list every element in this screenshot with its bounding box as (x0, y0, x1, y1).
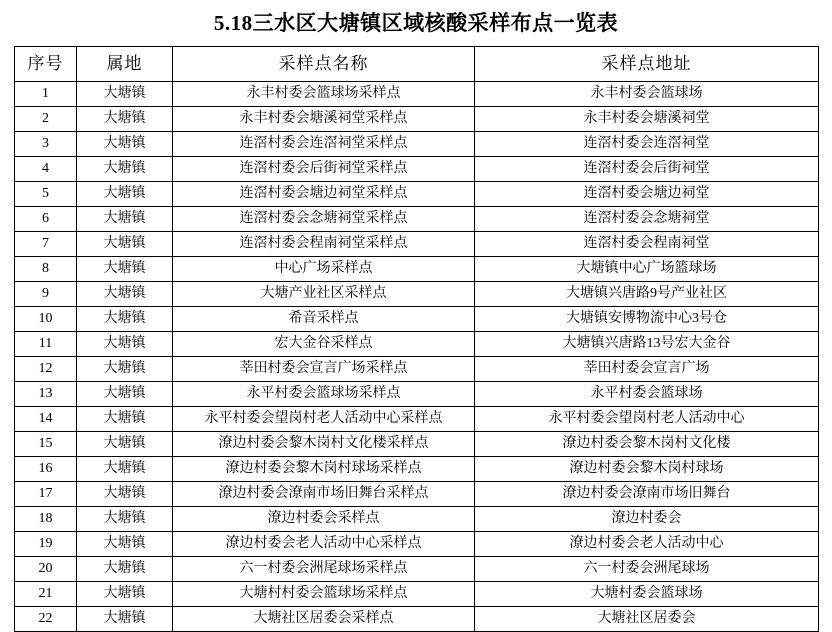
cell-site-address: 连滘村委会程南祠堂 (475, 232, 819, 257)
cell-site-address: 永平村委会望岗村老人活动中心 (475, 407, 819, 432)
cell-site-address: 连滘村委会塘边祠堂 (475, 182, 819, 207)
cell-site-name: 莘田村委会宣言广场采样点 (173, 357, 475, 382)
cell-area: 大塘镇 (77, 607, 173, 632)
cell-site-address: 潦边村委会黎木岗村文化楼 (475, 432, 819, 457)
cell-site-name: 连滘村委会塘边祠堂采样点 (173, 182, 475, 207)
cell-index: 4 (15, 157, 77, 182)
table-row (15, 132, 819, 157)
cell-site-name: 永丰村委会篮球场采样点 (173, 82, 475, 107)
cell-area: 大塘镇 (77, 407, 173, 432)
sampling-points-table (14, 46, 819, 632)
cell-index: 20 (15, 557, 77, 582)
cell-index: 8 (15, 257, 77, 282)
table-row (15, 107, 819, 132)
cell-index: 19 (15, 532, 77, 557)
cell-index: 1 (15, 82, 77, 107)
cell-index: 11 (15, 332, 77, 357)
cell-area: 大塘镇 (77, 132, 173, 157)
cell-site-address: 大塘社区居委会 (475, 607, 819, 632)
cell-site-name: 大塘村村委会篮球场采样点 (173, 582, 475, 607)
cell-index: 18 (15, 507, 77, 532)
table-row (15, 482, 819, 507)
table-row (15, 607, 819, 632)
cell-index: 22 (15, 607, 77, 632)
cell-area: 大塘镇 (77, 82, 173, 107)
cell-area: 大塘镇 (77, 457, 173, 482)
table-row (15, 507, 819, 532)
cell-site-address: 莘田村委会宣言广场 (475, 357, 819, 382)
cell-index: 2 (15, 107, 77, 132)
cell-site-address: 大塘村委会篮球场 (475, 582, 819, 607)
cell-site-address: 永平村委会篮球场 (475, 382, 819, 407)
cell-site-name: 连滘村委会后街祠堂采样点 (173, 157, 475, 182)
cell-site-address: 永丰村委会塘溪祠堂 (475, 107, 819, 132)
cell-area: 大塘镇 (77, 282, 173, 307)
cell-site-name: 永平村委会望岗村老人活动中心采样点 (173, 407, 475, 432)
table-row (15, 157, 819, 182)
column-header-index: 序号 (15, 47, 77, 82)
cell-area: 大塘镇 (77, 432, 173, 457)
cell-site-address: 大塘镇安博物流中心3号仓 (475, 307, 819, 332)
cell-site-address: 潦边村委会 (475, 507, 819, 532)
cell-site-name: 潦边村委会黎木岗村文化楼采样点 (173, 432, 475, 457)
table-body (15, 82, 819, 632)
table-row (15, 407, 819, 432)
cell-site-name: 大塘产业社区采样点 (173, 282, 475, 307)
column-header-site-address: 采样点地址 (475, 47, 819, 82)
cell-index: 3 (15, 132, 77, 157)
cell-index: 17 (15, 482, 77, 507)
cell-index: 16 (15, 457, 77, 482)
table-row (15, 557, 819, 582)
cell-area: 大塘镇 (77, 107, 173, 132)
column-header-area: 属地 (77, 47, 173, 82)
cell-site-name: 潦边村委会采样点 (173, 507, 475, 532)
table-row (15, 457, 819, 482)
cell-site-address: 连滘村委会后街祠堂 (475, 157, 819, 182)
cell-index: 6 (15, 207, 77, 232)
cell-area: 大塘镇 (77, 507, 173, 532)
cell-site-name: 潦边村委会老人活动中心采样点 (173, 532, 475, 557)
table-row (15, 282, 819, 307)
cell-area: 大塘镇 (77, 157, 173, 182)
cell-area: 大塘镇 (77, 482, 173, 507)
cell-site-name: 六一村委会洲尾球场采样点 (173, 557, 475, 582)
cell-area: 大塘镇 (77, 357, 173, 382)
cell-area: 大塘镇 (77, 307, 173, 332)
table-row (15, 82, 819, 107)
cell-site-name: 永丰村委会塘溪祠堂采样点 (173, 107, 475, 132)
cell-index: 15 (15, 432, 77, 457)
cell-area: 大塘镇 (77, 182, 173, 207)
cell-area: 大塘镇 (77, 382, 173, 407)
cell-site-address: 大塘镇兴唐路13号宏大金谷 (475, 332, 819, 357)
cell-site-name: 连滘村委会连滘祠堂采样点 (173, 132, 475, 157)
cell-index: 13 (15, 382, 77, 407)
cell-site-name: 希音采样点 (173, 307, 475, 332)
table-row (15, 182, 819, 207)
cell-area: 大塘镇 (77, 207, 173, 232)
cell-site-address: 潦边村委会潦南市场旧舞台 (475, 482, 819, 507)
page-title: 5.18三水区大塘镇区域核酸采样布点一览表 (213, 11, 619, 35)
cell-site-address: 永丰村委会篮球场 (475, 82, 819, 107)
cell-index: 7 (15, 232, 77, 257)
cell-site-name: 中心广场采样点 (173, 257, 475, 282)
table-row (15, 232, 819, 257)
cell-index: 21 (15, 582, 77, 607)
table-row (15, 582, 819, 607)
cell-index: 10 (15, 307, 77, 332)
cell-site-name: 大塘社区居委会采样点 (173, 607, 475, 632)
cell-area: 大塘镇 (77, 257, 173, 282)
cell-index: 5 (15, 182, 77, 207)
cell-site-name: 连滘村委会念塘祠堂采样点 (173, 207, 475, 232)
cell-area: 大塘镇 (77, 582, 173, 607)
cell-site-address: 大塘镇中心广场篮球场 (475, 257, 819, 282)
cell-area: 大塘镇 (77, 557, 173, 582)
table-row (15, 432, 819, 457)
table-row (15, 357, 819, 382)
cell-site-address: 大塘镇兴唐路9号产业社区 (475, 282, 819, 307)
cell-area: 大塘镇 (77, 332, 173, 357)
cell-area: 大塘镇 (77, 232, 173, 257)
cell-index: 9 (15, 282, 77, 307)
cell-site-address: 连滘村委会念塘祠堂 (475, 207, 819, 232)
table-row (15, 332, 819, 357)
table-row (15, 207, 819, 232)
cell-site-name: 永平村委会篮球场采样点 (173, 382, 475, 407)
table-header-row (15, 47, 819, 82)
table-row (15, 382, 819, 407)
cell-site-name: 潦边村委会黎木岗村球场采样点 (173, 457, 475, 482)
cell-area: 大塘镇 (77, 532, 173, 557)
cell-index: 12 (15, 357, 77, 382)
table-row (15, 532, 819, 557)
cell-site-address: 潦边村委会黎木岗村球场 (475, 457, 819, 482)
cell-site-address: 潦边村委会老人活动中心 (475, 532, 819, 557)
cell-site-name: 潦边村委会潦南市场旧舞台采样点 (173, 482, 475, 507)
cell-site-address: 连滘村委会连滘祠堂 (475, 132, 819, 157)
cell-index: 14 (15, 407, 77, 432)
cell-site-name: 宏大金谷采样点 (173, 332, 475, 357)
table-row (15, 257, 819, 282)
cell-site-address: 六一村委会洲尾球场 (475, 557, 819, 582)
cell-site-name: 连滘村委会程南祠堂采样点 (173, 232, 475, 257)
column-header-site-name: 采样点名称 (173, 47, 475, 82)
table-row (15, 307, 819, 332)
